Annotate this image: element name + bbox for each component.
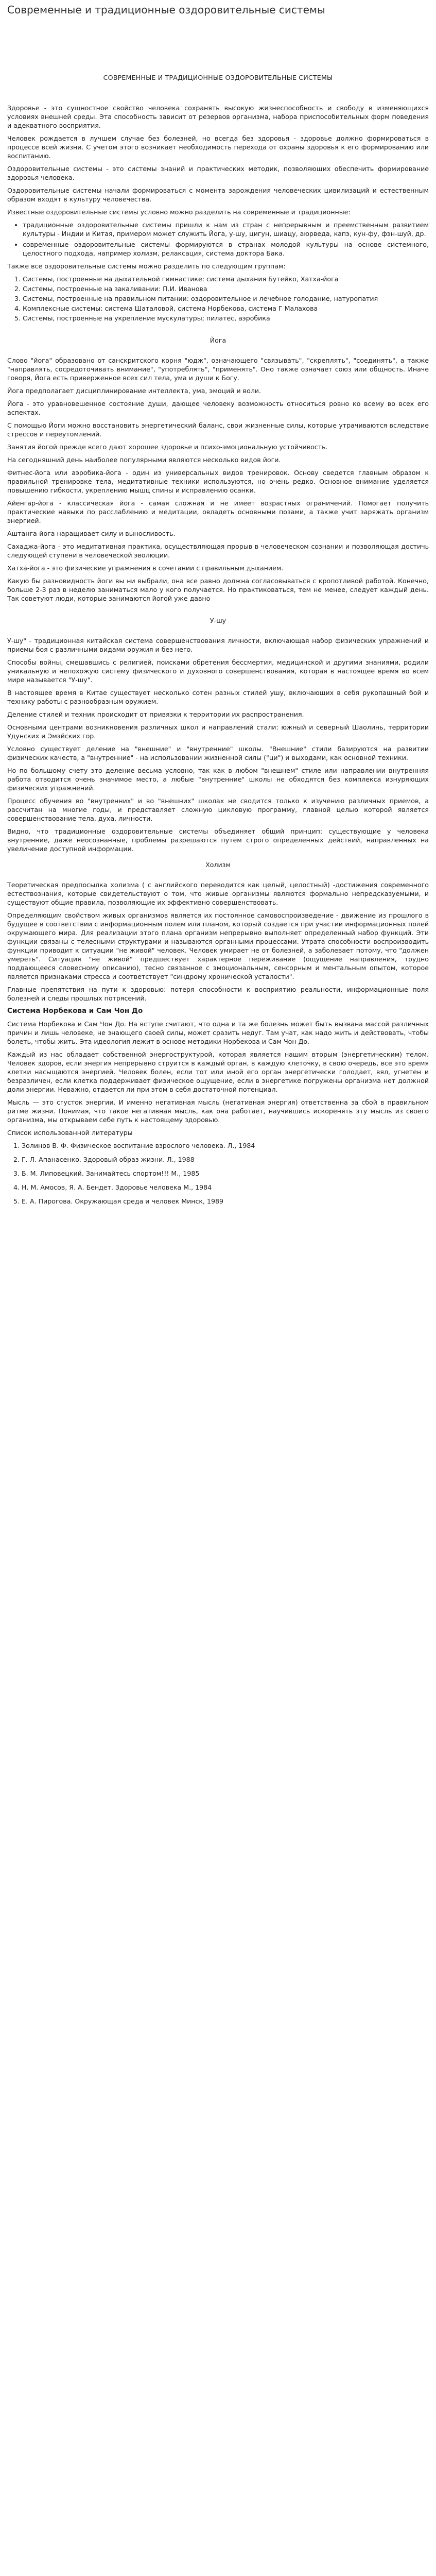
paragraph: Условно существует деление на "внешние" и "внутренние" школы. "Внешние" стили базируются на развитии физических качеств, а "внутренние" - на использовании жизненной силы ("ци") и выходами, как основной техники.: [7, 745, 429, 761]
paragraph: С помощью Йоги можно восстановить энергетический баланс, свои жизненные силы, которые утрачиваются вследствие стрессов и переутомлений.: [7, 421, 429, 438]
paragraph: Но по большому счету это деление весьма условно, так как в любом "внешнем" стиле или направлении внутренняя работа отводится очень значимое место, а любые "внутренние" школы не обходятся без комплекса изнуряющих физических упражнений.: [7, 767, 429, 792]
article-body: [7, 73, 429, 1206]
paragraph: Также все оздоровительные системы можно разделить по следующим группам:: [7, 262, 286, 270]
reference-item: 5. Е. А. Пирогова. Окружающая среда и человек Минск, 1989: [22, 1197, 429, 1206]
paragraph: Основными центрами возникновения различных школ и направлений стали: южный и северный Шаолинь, территории Удунских и Эмэйских гор.: [7, 723, 429, 740]
paragraph: Йога - это уравновешенное состояние души, дающее человеку возможность относиться ровно ко всему во всех его аспектах.: [7, 400, 429, 416]
list-item: • традиционные оздоровительные системы пришли к нам из стран с непрерывным и преемственным развитием культуры - Индии и Китая, примером может служить Йога, у-шу, цигун, шиацу, аюрведа, капэ, кун-фу, фэн-шуй, др.: [23, 221, 429, 238]
systems-type-list: [7, 221, 429, 258]
paragraph: Оздоровительные системы начали формироваться с момента зарождения человеческих цивилизаций и естественным образом входят в культуру человечества.: [7, 187, 429, 203]
list-item: • современные оздоровительные системы формируются в странах молодой культуры на основе системного, целостного подхода, например холизм, релаксация, система доктора Бака.: [23, 240, 429, 258]
references-section: [7, 1128, 429, 1206]
paragraph: Оздоровительные системы - это системы знаний и практических методик, позволяющих обеспечить формирование здоровья человека.: [7, 165, 429, 181]
paragraph: Занятия йогой прежде всего дают хорошее здоровье и психо-эмоциональную устойчивость.: [7, 443, 328, 451]
paragraph: Система Норбекова и Сам Чон До. На вступе считают, что одна и та же болезнь может быть вызвана массой различных причин и лишь человеке, не знающего своей силы, может сразить недуг. Там учат, как надо жить и действовать, чтобы болеть, чтобы жить. Эта идеология лежит в основе методики Норбекова и Сам Чон До.: [7, 1020, 429, 1045]
paragraph: Айенгар-йога - классическая йога - самая сложная и не имеет возрастных ограничений. Помогает получить практические навыки по расслаблению и медитации, овладеть основными позами, а также учит заряжать организм энергией.: [7, 499, 429, 524]
references-title: Список использованной литературы: [7, 1129, 133, 1137]
paragraph: Деление стилей и техник происходит от привязки к территории их распространения.: [7, 710, 304, 718]
paragraph: Здоровье - это сущностное свойство человека сохранять высокую жизнеспособность и свободу в изменяющихся условиях внешней среды. Эта способность зависит от резервов организма, набора приспособительных форм поведения и адекватного восприятия.: [7, 104, 429, 129]
paragraph: Известные оздоровительные системы условно можно разделить на современные и традиционные:: [7, 208, 351, 216]
paragraph: Теоретическая предпосылка холизма ( с английского переводится как целый, целостный) -достижения современного естествознания, которые свидетельствуют о том, что живые организмы являются формально непредсказуемыми, и существуют общие правила, позволяющие их эффективно совершенствовать.: [7, 881, 429, 906]
paragraph: Мысль — это сгусток энергии. И именно негативная мысль (негативная энергия) ответственна за сбой в правильном ритме жизни. Понимая, что такое негативная мысль, как она работает, научившись искоренять эту мысль из своего организма, мы открываем себе путь к настоящему здоровью.: [7, 1098, 429, 1124]
list-item: 3. Системы, построенные на правильном питании: оздоровительное и лечебное голодание, натуропатия: [23, 294, 429, 303]
reference-item: 1. Золинов В. Ф. Физическое воспитание взрослого человека. Л., 1984: [22, 1141, 429, 1150]
paragraph: Главные препятствия на пути к здоровью: потеря способности к восприятию реальности, информационные поля болезней и следы прошлых потрясений.: [7, 986, 429, 1002]
paragraph: Аштанга-йога наращивает силу и выносливость.: [7, 530, 176, 537]
paragraph: В настоящее время в Китае существует несколько сотен разных стилей ушу, включающих в себя рукопашный бой и технику работы с разнообразным оружием.: [7, 689, 429, 705]
paragraph: Способы войны, смешавшись с религией, поисками обретения бессмертия, медицинской и другими знаниями, родили уникальную и непохожую систему физического и духовного совершенствования, которая в настоящее время во всем мире называется "У-шу".: [7, 658, 429, 684]
paragraph: Видно, что традиционные оздоровительные системы объединяет общий принцип: существующие у человека внутренние, даже неосознанные, проблемы разрешаются путем строго определенных действий, направленных на увеличение доступной информации.: [7, 827, 429, 853]
list-item: 1. Системы, построенные на дыхательной гимнастике: система дыхания Бутейко, Хатха-йога: [23, 275, 429, 283]
paragraph: Человек рождается в лучшем случае без болезней, но всегда без здоровья - здоровье должно формироваться в процессе всей жизни. С учетом этого возникает необходимость перехода от охраны здоровья к его формированию или воспитанию.: [7, 134, 429, 160]
paragraph: Хатха-йога - это физические упражнения в сочетании с правильным дыханием.: [7, 564, 284, 572]
list-item: 4. Комплексные системы: система Шаталовой, система Норбекова, система Г Малахова: [23, 304, 429, 313]
list-item: 5. Системы, построенные на укрепление мускулатуры; пилатес, аэробика: [23, 314, 429, 323]
paragraph: У-шу" - традиционная китайская система совершенствования личности, включающая набор физических упражнений и приемы боя с различными видами оружия и без него.: [7, 637, 429, 653]
paragraph: Фитнес-йога или аэробика-йога - один из универсальных видов тренировок. Основу сведется главным образом к правильной тренировке тела, медитативные техники используются, но очень редко. Основное внимание уделяется повышению гибкости, укреплению мышц спины и исправлению осанки.: [7, 469, 429, 494]
paragraph: Сахаджа-йога - это медитативная практика, осуществляющая прорыв в человеческом сознании и позволяющая достичь следующей ступени в человеческой эволюции.: [7, 543, 429, 559]
paragraph: Слово "йога" образовано от санскритского корня "юдж", означающего "связывать", "скреплять", "соединять", а также "направлять, сосредоточивать внимание", "употреблять", "применять". Оно также означает союз или общность. Иначе говоря, Йога есть приверженное всех сил тела, ума и души к Богу.: [7, 357, 429, 382]
section-heading-holism: Холизм: [205, 861, 231, 869]
paragraph: Йога предполагает дисциплинирование интеллекта, ума, эмоций и воли.: [7, 387, 261, 395]
article-subtitle: СОВРЕМЕННЫЕ И ТРАДИЦИОННЫЕ ОЗДОРОВИТЕЛЬНЫЕ СИСТЕМЫ: [103, 74, 333, 81]
paragraph: Определяющим свойством живых организмов является их постоянное самовоспроизведение - движение из прошлого в будущее в соответствии с информационным полем или планом, который создается при участии информационных полей окружающего мира. Для реализации этого плана организм непрерывно выполняет определенный набор функций. Эти функции связаны с телесными структурами и называются органными процессами. Утрата способности воспроизводить функции приводит к ситуации "не живой" человек. Человек умирает не от болезней, а заболевает потому, что "должен умереть". Ситуация "не живой" предшествует характерное переживание (ощущение направления, трудно поддающееся словесному описанию), тесно связанное с эмоциональным, сенсорным и ментальным опытом, которое является признаками стресса и соответствует "синдрому хронической усталости".: [7, 911, 429, 980]
paragraph: Процесс обучения во "внутренних" и во "внешних" школах не сводится только к изучению различных приемов, а рассчитан на многие годы, и представляет сложную цикловую программу, главной целью которой является совершенствование тела, духа, личности.: [7, 797, 429, 822]
paragraph: Каждый из нас обладает собственной энергоструктурой, которая является нашим вторым (энергетическим) телом. Человек здоров, если энергия непрерывно струится в каждый орган, в каждую клеточку, в свою очередь, все это время клетки насыщаются энергией. Человек болен, если тот или иной его орган энергетически голодает, вял, угнетен и безразличен, если клетка поддерживает физическое ощущение, если в энергетике погружены организма нет должной доли энергии. Неважно, отдается ли при этом в себя достаточной потенциал.: [7, 1050, 429, 1093]
paragraph: Какую бы разновидность йоги вы ни выбрали, она все равно должна согласовываться с кропотливой работой. Конечно, больше 2-3 раз в неделю заниматься мало у кого получается. Но практиковаться, тем не менее, следует каждый день. Так советуют люди, которые занимаются йогой уже давно: [7, 577, 429, 602]
reference-item: 3. Б. М. Липовецкий. Занимайтесь спортом!!! М., 1985: [22, 1169, 429, 1178]
list-item: 2. Системы, построенные на закаливании: П.И. Иванова: [23, 284, 429, 293]
references-list: [7, 1141, 429, 1206]
systems-group-list: [7, 275, 429, 323]
section-heading-norbekov: Система Норбекова и Сам Чон До: [7, 1007, 143, 1015]
section-heading-yoga: Йога: [210, 336, 226, 344]
page-title: Современные и традиционные оздоровительные системы: [7, 4, 325, 16]
reference-item: 2. Г. Л. Апанасенко. Здоровый образ жизни. Л., 1988: [22, 1155, 429, 1164]
section-heading-wushu: У-шу: [210, 617, 226, 624]
reference-item: 4. Н. М. Амосов, Я. А. Бендет. Здоровье человека М., 1984: [22, 1183, 429, 1192]
paragraph: На сегодняшний день наиболее популярными являются несколько видов йоги.: [7, 456, 281, 464]
